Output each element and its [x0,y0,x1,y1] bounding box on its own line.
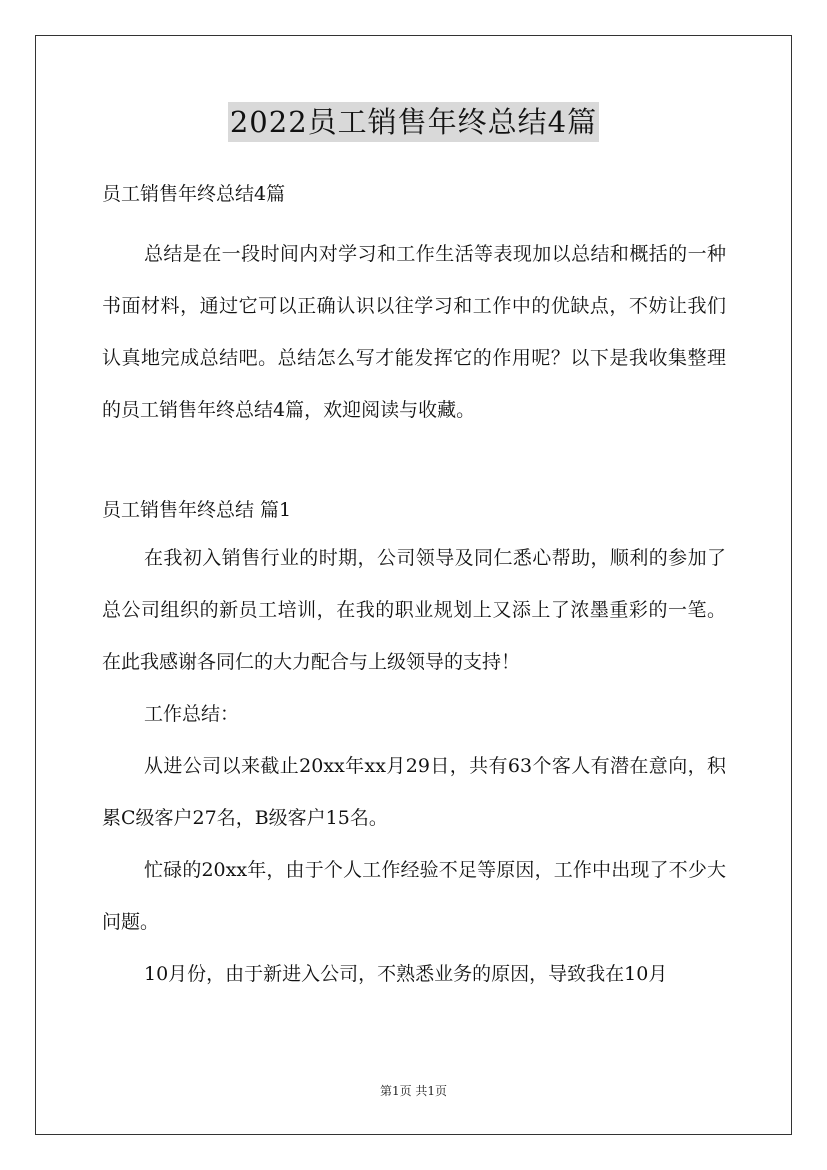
document-title: 2022员工销售年终总结4篇 [228,102,599,142]
body-paragraph: 忙碌的20xx年，由于个人工作经验不足等原因，工作中出现了不少大问题。 [102,859,726,933]
spacer [102,216,726,228]
section-heading: 员工销售年终总结 篇1 [102,499,292,521]
spacer [102,436,726,488]
body-paragraph: 工作总结： [144,703,240,725]
intro-paragraph: 总结是在一段时间内对学习和工作生活等表现加以总结和概括的一种书面材料，通过它可以正确认识以往学习和工作中的优缺点，不妨让我们认真地完成总结吧。总结怎么写才能发挥它的作用呢？以下是我收集整理的员工销售年终总结4篇，欢迎阅读与收藏。 [102,243,726,421]
body-paragraph: 从进公司以来截止20xx年xx月29日，共有63个客人有潜在意向，积累C级客户27名，B级客户15名。 [102,755,726,829]
document-body [102,172,726,1000]
title-container [0,102,827,142]
page-number-footer: 第1页 共1页 [379,1084,448,1098]
body-paragraph: 10月份，由于新进入公司，不熟悉业务的原因，导致我在10月 [144,963,668,985]
document-subtitle: 员工销售年终总结4篇 [102,183,286,205]
body-paragraph: 在我初入销售行业的时期，公司领导及同仁悉心帮助，顺利的参加了总公司组织的新员工培训，在我的职业规划上又添上了浓墨重彩的一笔。在此我感谢各同仁的大力配合与上级领导的支持！ [102,547,726,673]
